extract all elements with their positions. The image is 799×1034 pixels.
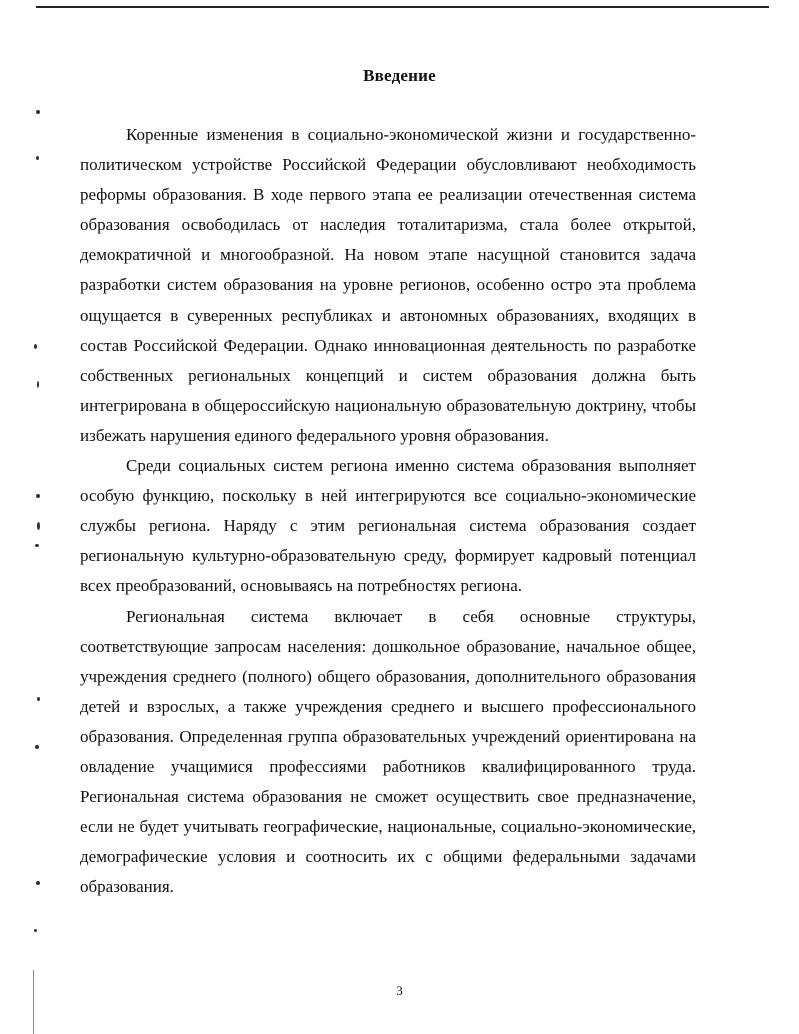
document-body [80, 120, 696, 902]
paragraph-2: Среди социальных систем региона именно система образования выполняет особую функцию, поскольку в ней интегрируются все социально-экономические службы региона. Наряду с этим региональная система образования создает региональную культурно-образовательную среду, формирует кадровый потенциал всех преобразований, основываясь на потребностях региона. [80, 456, 696, 596]
scan-speck [36, 881, 40, 885]
paragraph-1: Коренные изменения в социально-экономической жизни и государственно-политическом устройстве Российской Федерации обусловливают необходимость реформы образования. В ходе первого этапа ее реализации отечественная система образования освободилась от наследия тоталитаризма, стала более открытой, демократичной и многообразной. На новом этапе насущной становится задача разработки систем образования на уровне регионов, особенно остро эта проблема ощущается в суверенных республиках и автономных образованиях, входящих в состав Российской Федерации. Однако инновационная деятельность по разработке собственных региональных концепций и систем образования должна быть интегрирована в общероссийскую национальную образовательную доктрину, чтобы избежать нарушения единого федерального уровня образования. [80, 125, 696, 445]
page-number: 3 [396, 983, 403, 998]
scan-speck [34, 344, 37, 349]
scan-speck [35, 544, 39, 547]
scan-speck [34, 929, 37, 932]
scan-speck [36, 110, 40, 114]
top-border-line [36, 6, 769, 8]
scan-margin-line [33, 970, 34, 1034]
scan-speck [35, 745, 39, 749]
scan-speck [37, 381, 39, 388]
scan-speck [37, 697, 40, 701]
scan-speck [36, 156, 39, 160]
scan-speck [37, 522, 40, 530]
paragraph-3: Региональная система включает в себя основные структуры, соответствующие запросам населения: дошкольное образование, начальное общее, учреждения среднего (полного) общего образования, дополнительного образования детей и взрослых, а также учреждения среднего и высшего профессионального образования. Определенная группа образовательных учреждений ориентирована на овладение учащимися профессиями работников квалифицированного труда. Региональная система образования не сможет осуществить свое предназначение, если не будет учитывать географические, национальные, социально-экономические, демографические условия и соотносить их с общими федеральными задачами образования. [80, 606, 696, 897]
page-title: Введение [363, 66, 436, 85]
scan-speck [36, 494, 40, 498]
